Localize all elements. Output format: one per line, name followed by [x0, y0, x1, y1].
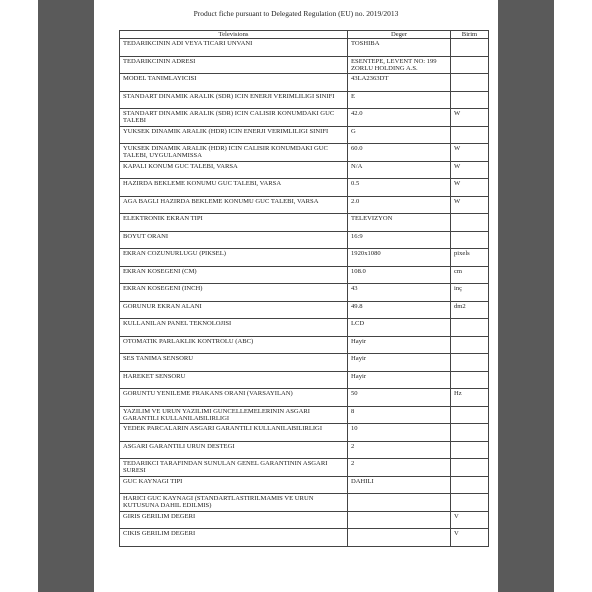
- header-deger: Deger: [348, 31, 451, 39]
- cell-parameter: YEDEK PARCALARIN ASGARI GARANTILI KULLANILABILIRLIGI: [120, 424, 348, 442]
- cell-unit: dm2: [451, 301, 489, 319]
- cell-parameter: AGA BAGLI HAZIRDA BEKLEME KONUMU GUC TALEBI, VARSA: [120, 196, 348, 214]
- cell-value: [348, 511, 451, 529]
- cell-parameter: ELEKTRONIK EKRAN TIPI: [120, 214, 348, 232]
- cell-value: 60.0: [348, 144, 451, 162]
- cell-value: 1920x1080: [348, 249, 451, 267]
- cell-unit: W: [451, 144, 489, 162]
- cell-parameter: HAREKET SENSORU: [120, 371, 348, 389]
- outer-margin-left: [0, 0, 38, 592]
- cell-parameter: YUKSEK DINAMIK ARALIK (HDR) ICIN ENERJI VERIMLILIGI SINIFI: [120, 126, 348, 144]
- cell-value: G: [348, 126, 451, 144]
- cell-unit: [451, 39, 489, 57]
- cell-value: Hayir: [348, 371, 451, 389]
- cell-value: E: [348, 91, 451, 109]
- table-row: [120, 109, 489, 127]
- viewer-background-right: [498, 0, 554, 592]
- header-televisions: Televisions: [120, 31, 348, 39]
- cell-unit: inç: [451, 284, 489, 302]
- cell-unit: V: [451, 529, 489, 547]
- cell-parameter: GORUNTU YENILEME FRAKANS ORANI (VARSAYILAN): [120, 389, 348, 407]
- cell-value: N/A: [348, 161, 451, 179]
- cell-unit: cm: [451, 266, 489, 284]
- cell-value: 2: [348, 441, 451, 459]
- cell-value: 8: [348, 406, 451, 424]
- table-row: [120, 476, 489, 494]
- table-row: [120, 354, 489, 372]
- cell-unit: Hz: [451, 389, 489, 407]
- cell-value: LCD: [348, 319, 451, 337]
- product-fiche-table: [119, 30, 489, 547]
- cell-value: 43LA2363DT: [348, 74, 451, 92]
- cell-value: 43: [348, 284, 451, 302]
- cell-parameter: OTOMATIK PARLAKLIK KONTROLU (ABC): [120, 336, 348, 354]
- cell-value: ESENTEPE, LEVENT NO: 199 ZORLU HOLDING A.S.: [348, 56, 451, 74]
- table-row: [120, 406, 489, 424]
- cell-unit: pixels: [451, 249, 489, 267]
- table-row: [120, 494, 489, 512]
- cell-unit: [451, 91, 489, 109]
- table-row: [120, 126, 489, 144]
- cell-parameter: TEDARIKCININ ADI VEYA TICARI UNVANI: [120, 39, 348, 57]
- cell-unit: [451, 494, 489, 512]
- table-row: [120, 441, 489, 459]
- cell-parameter: KAPALI KONUM GUC TALEBI, VARSA: [120, 161, 348, 179]
- cell-value: 10: [348, 424, 451, 442]
- cell-parameter: STANDART DINAMIK ARALIK (SDR) ICIN ENERJI VERIMLILIGI SINIFI: [120, 91, 348, 109]
- table-row: [120, 231, 489, 249]
- cell-unit: W: [451, 109, 489, 127]
- cell-parameter: GIRIS GERILIM DEGERI: [120, 511, 348, 529]
- table-row: [120, 214, 489, 232]
- table-row: [120, 161, 489, 179]
- cell-parameter: SES TANIMA SENSORU: [120, 354, 348, 372]
- table-row: [120, 56, 489, 74]
- cell-value: 42.0: [348, 109, 451, 127]
- cell-parameter: STANDART DINAMIK ARALIK (SDR) ICIN CALISIR KONUMDAKI GUC TALEBI: [120, 109, 348, 127]
- viewer-background-left: [38, 0, 94, 592]
- cell-unit: [451, 406, 489, 424]
- cell-value: 50: [348, 389, 451, 407]
- document-title: Product fiche pursuant to Delegated Regulation (EU) no. 2019/2013: [193, 9, 399, 18]
- table-row: [120, 529, 489, 547]
- cell-value: DAHILI: [348, 476, 451, 494]
- cell-value: 2: [348, 459, 451, 477]
- cell-value: TELEVIZYON: [348, 214, 451, 232]
- cell-unit: [451, 476, 489, 494]
- cell-value: 0.5: [348, 179, 451, 197]
- cell-unit: W: [451, 196, 489, 214]
- cell-unit: [451, 371, 489, 389]
- table-row: [120, 371, 489, 389]
- cell-parameter: BOYUT ORANI: [120, 231, 348, 249]
- document-page[interactable]: [94, 0, 498, 592]
- table-row: [120, 179, 489, 197]
- cell-value: TOSHIBA: [348, 39, 451, 57]
- cell-parameter: TEDARIKCININ ADRESI: [120, 56, 348, 74]
- cell-parameter: ASGARI GARANTILI URUN DESTEGI: [120, 441, 348, 459]
- table-row: [120, 511, 489, 529]
- table-row: [120, 266, 489, 284]
- cell-unit: [451, 319, 489, 337]
- cell-parameter: HARICI GUC KAYNAGI (STANDARTLASTIRILMAMIS VE URUN KUTUSUNA DAHIL EDILMIS): [120, 494, 348, 512]
- outer-margin-right: [554, 0, 592, 592]
- cell-value: 108.0: [348, 266, 451, 284]
- cell-parameter: EKRAN KOSEGENI (CM): [120, 266, 348, 284]
- table-row: [120, 249, 489, 267]
- cell-parameter: TEDARIKCI TARAFINDAN SUNULAN GENEL GARANTININ ASGARI SURESI: [120, 459, 348, 477]
- cell-parameter: YUKSEK DINAMIK ARALIK (HDR) ICIN CALISIR KONUMDAKI GUC TALEBI, UYGULANMISSA: [120, 144, 348, 162]
- cell-unit: [451, 74, 489, 92]
- table-row: [120, 389, 489, 407]
- cell-parameter: GUC KAYNAGI TIPI: [120, 476, 348, 494]
- cell-unit: [451, 336, 489, 354]
- table-row: [120, 284, 489, 302]
- cell-value: [348, 494, 451, 512]
- cell-unit: [451, 459, 489, 477]
- table-header-row: [120, 31, 489, 39]
- table-row: [120, 39, 489, 57]
- cell-value: Hayir: [348, 336, 451, 354]
- table-row: [120, 319, 489, 337]
- cell-parameter: GORUNUR EKRAN ALANI: [120, 301, 348, 319]
- table-row: [120, 91, 489, 109]
- cell-unit: V: [451, 511, 489, 529]
- cell-value: [348, 529, 451, 547]
- cell-unit: [451, 126, 489, 144]
- table-row: [120, 74, 489, 92]
- cell-unit: [451, 231, 489, 249]
- table-row: [120, 196, 489, 214]
- cell-unit: [451, 424, 489, 442]
- cell-unit: [451, 441, 489, 459]
- cell-parameter: CIKIS GERILIM DEGERI: [120, 529, 348, 547]
- cell-unit: W: [451, 179, 489, 197]
- table-row: [120, 336, 489, 354]
- cell-parameter: EKRAN KOSEGENI (INCH): [120, 284, 348, 302]
- table-row: [120, 144, 489, 162]
- cell-value: Hayir: [348, 354, 451, 372]
- cell-parameter: HAZIRDA BEKLEME KONUMU GUC TALEBI, VARSA: [120, 179, 348, 197]
- table-row: [120, 424, 489, 442]
- cell-unit: [451, 354, 489, 372]
- cell-unit: [451, 56, 489, 74]
- table-row: [120, 301, 489, 319]
- cell-parameter: KULLANILAN PANEL TEKNOLOJISI: [120, 319, 348, 337]
- cell-parameter: YAZILIM VE URUN YAZILIMI GUNCELLEMELERININ ASGARI GARANTILI KULLANILABILIRLIGI: [120, 406, 348, 424]
- cell-value: 2.0: [348, 196, 451, 214]
- cell-parameter: EKRAN COZUNURLUGU (PIKSEL): [120, 249, 348, 267]
- cell-value: 16:9: [348, 231, 451, 249]
- cell-unit: [451, 214, 489, 232]
- header-birim: Birim: [451, 31, 489, 39]
- cell-parameter: MODEL TANIMLAYICISI: [120, 74, 348, 92]
- cell-value: 49.8: [348, 301, 451, 319]
- cell-unit: W: [451, 161, 489, 179]
- table-row: [120, 459, 489, 477]
